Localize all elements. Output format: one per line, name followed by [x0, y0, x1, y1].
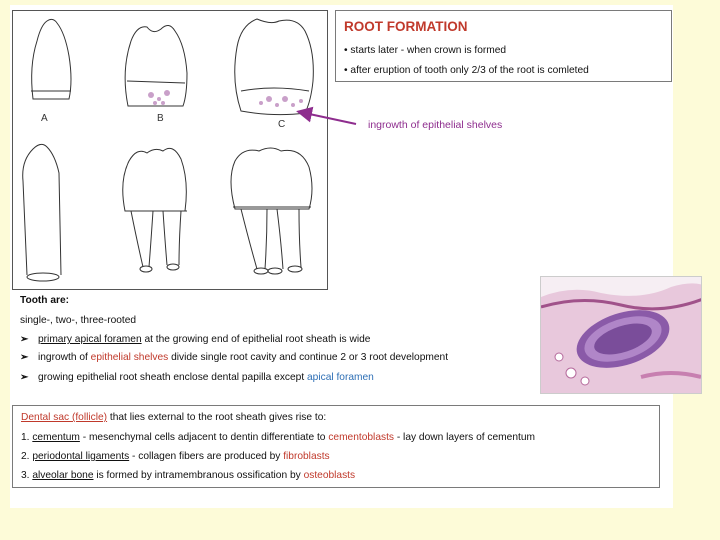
histology-micrograph [540, 276, 702, 394]
arrow-bullet-icon: ➢ [20, 372, 29, 383]
tooth-b-outline [125, 25, 187, 106]
arrow-bullet-icon: ➢ [20, 352, 29, 363]
figure-label-a: A [41, 113, 48, 124]
teeth-types: single-, two-, three-rooted [20, 315, 137, 326]
tooth-a-outline [32, 19, 71, 99]
tooth-two-root-outline [123, 148, 187, 211]
dental-sac-item-3: 3. alveolar bone is formed by intramembranous ossification by osteoblasts [21, 470, 356, 481]
dental-sac-item-1: 1. cementum - mesenchymal cells adjacent to dentin differentiate to cementoblasts - lay down layers of cementum [21, 432, 535, 443]
tooth-three-root-outline [231, 148, 312, 209]
arrow-bullet-icon: ➢ [20, 334, 29, 345]
teeth-point-2: ➢ ingrowth of epithelial shelves divide single root cavity and continue 2 or 3 root development [20, 352, 449, 363]
root-formation-bullet-2: • after eruption of tooth only 2/3 of the root is comleted [344, 65, 589, 76]
root-formation-title: ROOT FORMATION [344, 19, 468, 34]
histology-image [541, 277, 702, 394]
tooth-development-figure [12, 10, 328, 290]
figure-label-b: B [157, 113, 164, 124]
teeth-point-1: ➢ primary apical foramen at the growing end of epithelial root sheath is wide [20, 334, 371, 345]
teeth-heading: Tooth are: [20, 295, 70, 306]
tooth-drawings [13, 11, 329, 291]
root-formation-box [335, 10, 672, 82]
bullet-dot-icon: • [344, 65, 351, 76]
root-formation-bullet-1: • starts later - when crown is formed [344, 45, 507, 56]
epithelial-shelves-callout: ingrowth of epithelial shelves [368, 119, 503, 131]
bullet-dot-icon: • [344, 45, 351, 56]
teeth-point-3: ➢ growing epithelial root sheath enclose dental papilla except apical foramen [20, 372, 374, 383]
dental-sac-item-2: 2. periodontal ligaments - collagen fibers are produced by fibroblasts [21, 451, 330, 462]
dental-sac-intro: Dental sac (follicle) that lies external to the root sheath gives rise to: [21, 412, 327, 423]
tooth-long-outline [23, 144, 61, 275]
figure-label-c: C [278, 119, 286, 130]
dental-sac-box [12, 405, 660, 488]
